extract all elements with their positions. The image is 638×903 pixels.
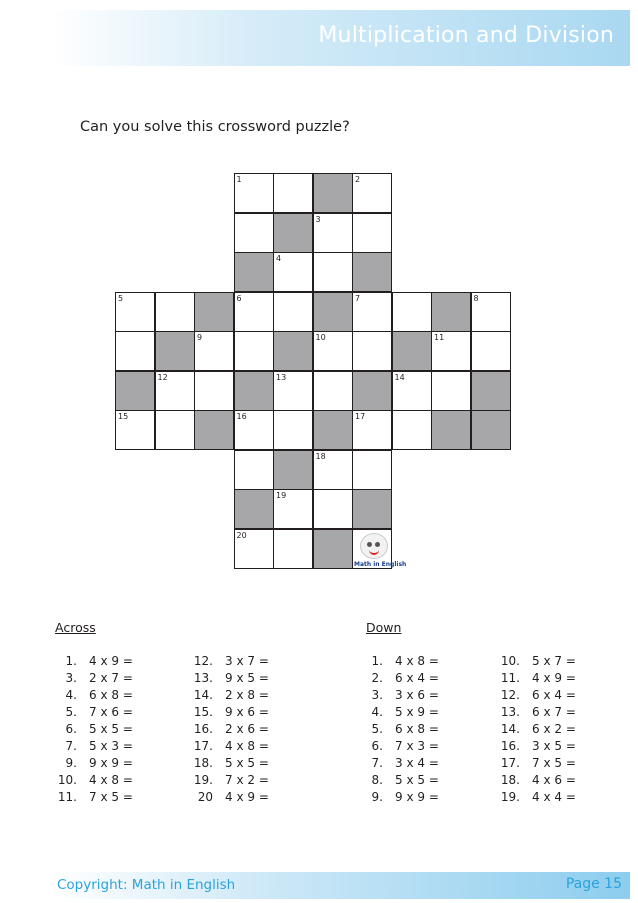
clue-number: 6	[236, 293, 242, 303]
answer-cell	[273, 410, 313, 450]
clue-number: 15.	[193, 705, 213, 719]
answer-cell	[352, 213, 392, 253]
shaded-cell	[431, 292, 471, 332]
clue-expression: 6 x 7 =	[532, 705, 576, 719]
clue-number: 1	[236, 175, 242, 184]
shaded-cell	[234, 489, 274, 529]
answer-cell	[234, 213, 274, 253]
shaded-cell	[194, 410, 234, 450]
answer-cell	[234, 450, 274, 490]
answer-cell	[234, 173, 274, 213]
clue-expression: 6 x 4 =	[532, 688, 576, 702]
clue-number: 18.	[193, 756, 213, 770]
clue-expression: 7 x 5 =	[89, 790, 133, 804]
clue-expression: 2 x 7 =	[89, 671, 133, 685]
clue-number: 10.	[500, 654, 520, 668]
shaded-cell	[273, 450, 313, 490]
shaded-cell	[115, 371, 155, 411]
clue-number: 18	[315, 451, 326, 461]
clue-expression: 7 x 2 =	[225, 773, 269, 787]
shaded-cell	[273, 213, 313, 253]
answer-cell	[392, 292, 432, 332]
clue-number: 11	[434, 333, 445, 342]
answer-cell	[392, 410, 432, 450]
answer-cell	[273, 371, 313, 411]
question-text: Can you solve this crossword puzzle?	[80, 119, 350, 135]
clue-expression: 4 x 8 =	[225, 739, 269, 753]
clue-number: 9.	[371, 790, 383, 804]
clue-expression: 3 x 6 =	[395, 688, 439, 702]
down-heading: Down	[366, 620, 402, 635]
clue-number: 19	[276, 491, 287, 500]
answer-cell	[155, 410, 195, 450]
shaded-cell	[471, 371, 511, 411]
clue-number: 19.	[500, 790, 520, 804]
shaded-cell	[352, 489, 392, 529]
clue-expression: 6 x 8 =	[89, 688, 133, 702]
answer-cell	[352, 410, 392, 450]
clue-number: 9	[197, 333, 203, 342]
answer-cell	[431, 331, 471, 371]
clue-expression: 6 x 2 =	[532, 722, 576, 736]
clue-number: 3.	[65, 671, 77, 685]
clue-number: 17.	[193, 739, 213, 753]
eye-icon	[375, 542, 380, 547]
clue-expression: 3 x 4 =	[395, 756, 439, 770]
clue-expression: 5 x 5 =	[89, 722, 133, 736]
page-title: Multiplication and Division	[318, 23, 614, 48]
answer-cell	[352, 292, 392, 332]
clue-expression: 5 x 9 =	[395, 705, 439, 719]
clue-expression: 5 x 7 =	[532, 654, 576, 668]
clue-number: 18.	[500, 773, 520, 787]
answer-cell	[431, 371, 471, 411]
answer-cell	[115, 410, 155, 450]
answer-cell	[155, 371, 195, 411]
answer-cell	[471, 331, 511, 371]
clue-number: 14	[394, 372, 405, 382]
clue-number: 10.	[57, 773, 77, 787]
answer-cell	[234, 529, 274, 569]
clue-number: 11.	[500, 671, 520, 685]
shaded-cell	[392, 331, 432, 371]
clue-number: 17.	[500, 756, 520, 770]
clue-number: 3	[315, 214, 321, 224]
answer-cell	[234, 410, 274, 450]
clue-number: 5	[118, 293, 124, 303]
clue-number: 20	[197, 790, 213, 804]
clue-expression: 9 x 9 =	[89, 756, 133, 770]
clue-expression: 9 x 9 =	[395, 790, 439, 804]
clue-number: 16.	[193, 722, 213, 736]
answer-cell	[234, 292, 274, 332]
shaded-cell	[313, 292, 353, 332]
clue-number: 6.	[371, 739, 383, 753]
clue-expression: 9 x 6 =	[225, 705, 269, 719]
shaded-cell	[234, 252, 274, 292]
face-icon	[360, 533, 388, 559]
shaded-cell	[313, 529, 353, 569]
mouth-icon	[369, 549, 379, 555]
clue-number: 6.	[65, 722, 77, 736]
answer-cell	[313, 450, 353, 490]
clue-expression: 5 x 5 =	[395, 773, 439, 787]
clue-expression: 5 x 3 =	[89, 739, 133, 753]
clue-number: 20	[236, 530, 247, 540]
clue-expression: 4 x 8 =	[89, 773, 133, 787]
page-number: Page 15	[565, 876, 622, 892]
answer-cell	[471, 292, 511, 332]
clue-expression: 4 x 8 =	[395, 654, 439, 668]
answer-cell	[273, 489, 313, 529]
clue-expression: 5 x 5 =	[225, 756, 269, 770]
clue-number: 12.	[193, 654, 213, 668]
clue-number: 13	[276, 372, 287, 382]
clue-number: 2.	[371, 671, 383, 685]
clue-expression: 7 x 6 =	[89, 705, 133, 719]
clue-number: 5.	[371, 722, 383, 736]
clue-number: 8	[473, 293, 479, 303]
clue-number: 10	[315, 333, 326, 342]
answer-cell	[194, 331, 234, 371]
clue-number: 15	[118, 412, 129, 421]
answer-cell	[313, 331, 353, 371]
clue-number: 3.	[371, 688, 383, 702]
clue-expression: 4 x 9 =	[532, 671, 576, 685]
copyright-text: Copyright: Math in English	[57, 877, 236, 893]
clue-number: 12.	[500, 688, 520, 702]
clue-number: 1.	[65, 654, 77, 668]
answer-cell	[313, 371, 353, 411]
clue-number: 5.	[65, 705, 77, 719]
clue-expression: 2 x 6 =	[225, 722, 269, 736]
answer-cell	[313, 489, 353, 529]
clue-expression: 7 x 3 =	[395, 739, 439, 753]
answer-cell	[313, 213, 353, 253]
clue-expression: 7 x 5 =	[532, 756, 576, 770]
answer-cell	[352, 331, 392, 371]
answer-cell	[273, 529, 313, 569]
answer-cell	[234, 331, 274, 371]
clue-number: 14.	[500, 722, 520, 736]
answer-cell	[392, 371, 432, 411]
clue-expression: 9 x 5 =	[225, 671, 269, 685]
answer-cell	[273, 252, 313, 292]
clue-expression: 6 x 8 =	[395, 722, 439, 736]
shaded-cell	[313, 410, 353, 450]
clue-number: 2	[355, 175, 361, 184]
clue-number: 16.	[500, 739, 520, 753]
clue-number: 7.	[371, 756, 383, 770]
answer-cell	[115, 292, 155, 332]
clue-expression: 3 x 5 =	[532, 739, 576, 753]
shaded-cell	[194, 292, 234, 332]
eye-icon	[367, 542, 372, 547]
clue-number: 4.	[371, 705, 383, 719]
clue-number: 13.	[500, 705, 520, 719]
clue-number: 8.	[371, 773, 383, 787]
logo-text: Math in English	[354, 561, 407, 568]
clue-expression: 4 x 6 =	[532, 773, 576, 787]
clue-number: 1.	[371, 654, 383, 668]
shaded-cell	[273, 331, 313, 371]
clue-number: 7.	[65, 739, 77, 753]
clue-number: 7	[355, 293, 361, 303]
clue-expression: 4 x 9 =	[225, 790, 269, 804]
shaded-cell	[234, 371, 274, 411]
answer-cell	[273, 173, 313, 213]
shaded-cell	[313, 173, 353, 213]
clue-expression: 6 x 4 =	[395, 671, 439, 685]
shaded-cell	[471, 410, 511, 450]
clue-expression: 4 x 9 =	[89, 654, 133, 668]
clue-number: 16	[236, 412, 247, 421]
clue-number: 11.	[57, 790, 77, 804]
answer-cell	[194, 371, 234, 411]
shaded-cell	[155, 331, 195, 371]
clue-number: 12	[157, 372, 168, 382]
clue-expression: 4 x 4 =	[532, 790, 576, 804]
clue-expression: 2 x 8 =	[225, 688, 269, 702]
clue-number: 9.	[65, 756, 77, 770]
shaded-cell	[431, 410, 471, 450]
clue-number: 4	[276, 254, 282, 263]
answer-cell	[352, 450, 392, 490]
answer-cell	[352, 173, 392, 213]
answer-cell	[273, 292, 313, 332]
clue-expression: 3 x 7 =	[225, 654, 269, 668]
answer-cell	[313, 252, 353, 292]
clue-number: 4.	[65, 688, 77, 702]
clue-number: 14.	[193, 688, 213, 702]
clue-number: 13.	[193, 671, 213, 685]
clue-number: 17	[355, 412, 366, 421]
shaded-cell	[352, 252, 392, 292]
answer-cell	[115, 331, 155, 371]
shaded-cell	[352, 371, 392, 411]
math-in-english-logo	[354, 530, 407, 570]
across-heading: Across	[55, 620, 96, 635]
clue-number: 19.	[193, 773, 213, 787]
answer-cell	[155, 292, 195, 332]
